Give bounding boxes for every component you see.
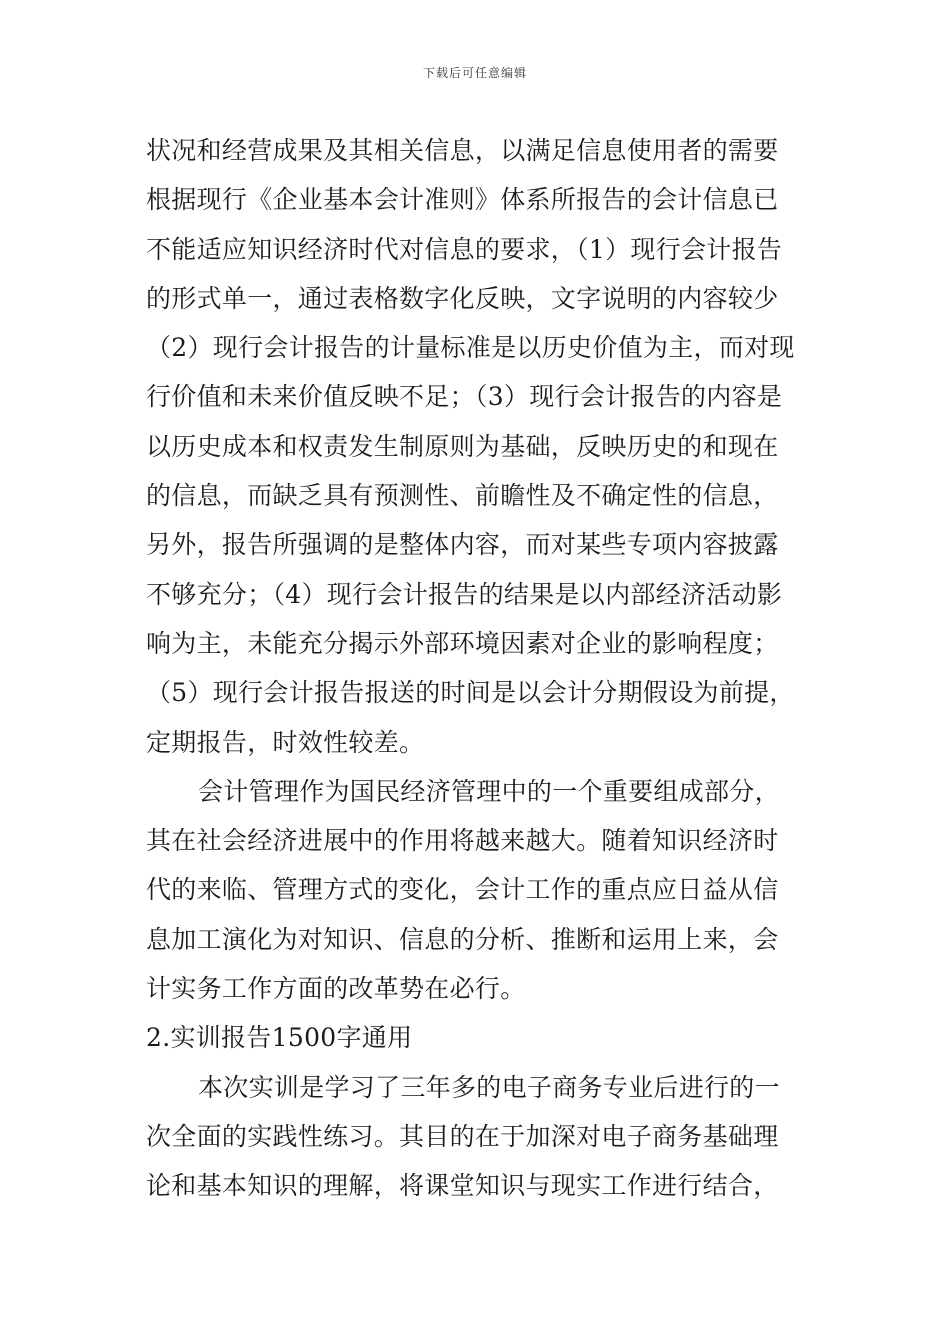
text-line: （5）现行会计报告报送的时间是以会计分期假设为前提， [146,678,795,708]
text-line: 另外，报告所强调的是整体内容，而对某些专项内容披露 [146,530,779,560]
text-line: （2）现行会计报告的计量标准是以历史价值为主，而对现 [146,333,795,363]
text-line: 的信息，而缺乏具有预测性、前瞻性及不确定性的信息， [146,481,779,511]
section-heading: 2.实训报告1500字通用 [146,1023,413,1053]
text-line: 的形式单一，通过表格数字化反映，文字说明的内容较少 [146,283,779,313]
document-body [146,126,810,1211]
text-line: 根据现行《企业基本会计准则》体系所报告的会计信息已 [146,185,779,215]
text-line: 状况和经营成果及其相关信息，以满足信息使用者的需要 [146,136,779,165]
text-line: 其在社会经济进展中的作用将越来越大。随着知识经济时 [146,826,779,856]
text-line: 论和基本知识的理解，将课堂知识与现实工作进行结合， [146,1171,779,1201]
paragraph-first-line: 本次实训是学习了三年多的电子商务专业后进行的一 [198,1072,780,1102]
text-line: 以历史成本和权责发生制原则为基础，反映历史的和现在 [146,431,779,461]
text-line: 不能适应知识经济时代对信息的要求，（1）现行会计报告 [146,234,783,264]
text-line: 行价值和未来价值反映不足；（3）现行会计报告的内容是 [146,382,783,412]
text-line: 代的来临、管理方式的变化，会计工作的重点应日益从信 [146,875,779,905]
paragraph-first-line: 会计管理作为国民经济管理中的一个重要组成部分， [198,776,780,806]
text-line: 计实务工作方面的改革势在必行。 [146,974,526,1004]
text-line: 响为主，未能充分揭示外部环境因素对企业的影响程度； [146,628,779,658]
text-line: 息加工演化为对知识、信息的分析、推断和运用上来，会 [146,924,779,954]
text-line: 定期报告，时效性较差。 [146,727,425,757]
text-line: 次全面的实践性练习。其目的在于加深对电子商务基础理 [146,1121,779,1151]
page-header: 下载后可任意编辑 [422,66,527,80]
text-line: 不够充分；（4）现行会计报告的结果是以内部经济活动影 [146,579,783,609]
